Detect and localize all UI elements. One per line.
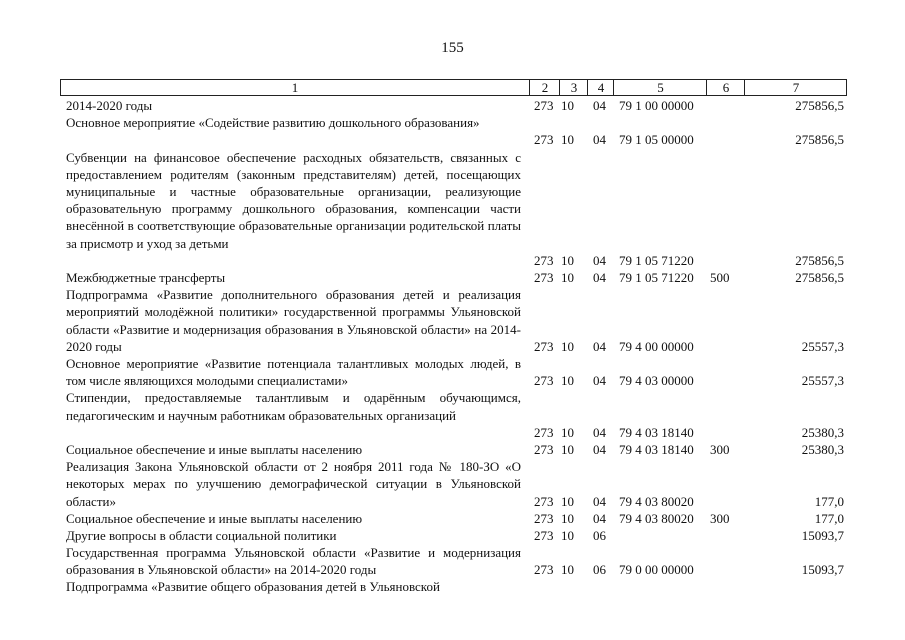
row-c3: 10: [561, 441, 574, 457]
row-c5: 79 0 00 00000: [619, 562, 694, 578]
row-c3: 10: [561, 493, 574, 509]
row-c2: 273: [534, 527, 554, 543]
row-c3: 10: [561, 424, 574, 440]
row-c7: 177,0: [814, 510, 844, 526]
header-col-5: 5: [613, 80, 707, 95]
row-c6: 500: [710, 269, 730, 285]
row-c3: 10: [561, 132, 574, 148]
table-row: [0, 355, 905, 389]
row-c7: 25380,3: [801, 424, 844, 440]
row-description: Социальное обеспечение и иные выплаты населению: [66, 441, 363, 457]
row-c2: 273: [534, 510, 554, 526]
row-c2: 273: [534, 252, 554, 268]
row-c2: 273: [534, 269, 554, 285]
row-c4: 04: [593, 132, 606, 148]
row-c7: 25557,3: [801, 373, 844, 389]
row-c3: 10: [561, 373, 574, 389]
table-row: [0, 114, 905, 148]
table-row: [0, 544, 905, 578]
row-c6: 300: [710, 510, 730, 526]
row-c2: 273: [534, 338, 554, 354]
row-c5: 79 4 03 80020: [619, 510, 694, 526]
row-description: Основное мероприятие «Развитие потенциала талантливых молодых людей, в том числе являющихся молодыми специалистами»: [66, 355, 521, 389]
header-col-4: 4: [587, 80, 614, 95]
row-c4: 04: [593, 441, 606, 457]
row-c4: 04: [593, 269, 606, 285]
table-row: [0, 527, 905, 544]
table-header: [60, 79, 847, 96]
row-c7: 25380,3: [801, 441, 844, 457]
table-row: [0, 389, 905, 441]
row-c5: 79 1 05 71220: [619, 252, 694, 268]
row-c4: 04: [593, 493, 606, 509]
row-c5: 79 4 00 00000: [619, 338, 694, 354]
header-col-2: 2: [529, 80, 560, 95]
table-row: [0, 510, 905, 527]
table-row: [0, 578, 905, 595]
row-description: Государственная программа Ульяновской области «Развитие и модернизация образования в Ульяновской области» на 2014-2020 годы: [66, 545, 521, 578]
row-c5: 79 1 00 00000: [619, 97, 694, 113]
row-c2: 273: [534, 493, 554, 509]
row-c5: 79 4 03 18140: [619, 441, 694, 457]
row-c5: 79 4 03 00000: [619, 373, 694, 389]
row-c2: 273: [534, 424, 554, 440]
row-c3: 10: [561, 510, 574, 526]
row-c5: 79 4 03 80020: [619, 493, 694, 509]
row-c6: 300: [710, 441, 730, 457]
row-description: Реализация Закона Ульяновской области от 2 ноября 2011 года № 180-ЗО «О некоторых мерах по улучшению демографической ситуации в Ульяновской области»: [66, 459, 521, 509]
row-c5: 79 1 05 00000: [619, 132, 694, 148]
row-description: Подпрограмма «Развитие общего образования детей в Ульяновской: [66, 579, 440, 595]
row-c2: 273: [534, 132, 554, 148]
row-c3: 10: [561, 562, 574, 578]
row-c5: 79 4 03 18140: [619, 424, 694, 440]
row-description: Субвенции на финансовое обеспечение расходных обязательств, связанных с предоставлением родителям (законным представителям) детей, посещающих муниципальные и частные образовательные организации, реализующие образовательную программу дошкольного образования, компенсации части внесённой в соответствующие образовательные организации родительской платы за присмотр и уход за детьми: [66, 149, 521, 251]
row-c3: 10: [561, 338, 574, 354]
table-row: [0, 458, 905, 510]
row-c7: 15093,7: [801, 562, 844, 578]
header-col-6: 6: [706, 80, 745, 95]
row-description: Другие вопросы в области социальной политики: [66, 527, 337, 543]
row-description: Социальное обеспечение и иные выплаты населению: [66, 510, 363, 526]
row-description: Межбюджетные трансферты: [66, 269, 226, 285]
row-c4: 04: [593, 338, 606, 354]
table-row: [0, 149, 905, 269]
header-col-1: 1: [291, 80, 299, 95]
row-c7: 275856,5: [795, 252, 844, 268]
table-row: [0, 97, 905, 114]
row-c3: 10: [561, 97, 574, 113]
row-c5: 79 1 05 71220: [619, 269, 694, 285]
row-c4: 04: [593, 252, 606, 268]
table-body: [0, 97, 905, 596]
row-c4: 06: [593, 527, 606, 543]
row-description: Стипендии, предоставляемые талантливым и одарённым обучающимся, педагогическим и научным работникам образовательных организаций: [66, 390, 521, 423]
row-description: 2014-2020 годы: [66, 98, 153, 113]
row-c3: 10: [561, 269, 574, 285]
row-description: Основное мероприятие «Содействие развитию дошкольного образования»: [66, 115, 480, 131]
row-c7: 275856,5: [795, 97, 844, 113]
row-c4: 04: [593, 97, 606, 113]
row-description: Подпрограмма «Развитие дополнительного образования детей и реализация мероприятий молодёжной политики» государственной программы Ульяновской области «Развитие и модернизация образования в Ульяновской области» на 2014-2020 годы: [66, 287, 521, 354]
row-c2: 273: [534, 562, 554, 578]
row-c4: 04: [593, 373, 606, 389]
row-c3: 10: [561, 527, 574, 543]
row-c2: 273: [534, 441, 554, 457]
header-col-3: 3: [559, 80, 588, 95]
table-row: [0, 441, 905, 458]
row-c4: 06: [593, 562, 606, 578]
row-c7: 275856,5: [795, 269, 844, 285]
table-row: [0, 286, 905, 355]
table-row: [0, 269, 905, 286]
row-c2: 273: [534, 373, 554, 389]
row-c7: 15093,7: [801, 527, 844, 543]
row-c4: 04: [593, 424, 606, 440]
row-c2: 273: [534, 97, 554, 113]
header-col-7: 7: [744, 80, 847, 95]
row-c7: 275856,5: [795, 132, 844, 148]
row-c3: 10: [561, 252, 574, 268]
row-c7: 177,0: [814, 493, 844, 509]
row-c7: 25557,3: [801, 338, 844, 354]
page-number: 155: [441, 40, 464, 56]
row-c4: 04: [593, 510, 606, 526]
